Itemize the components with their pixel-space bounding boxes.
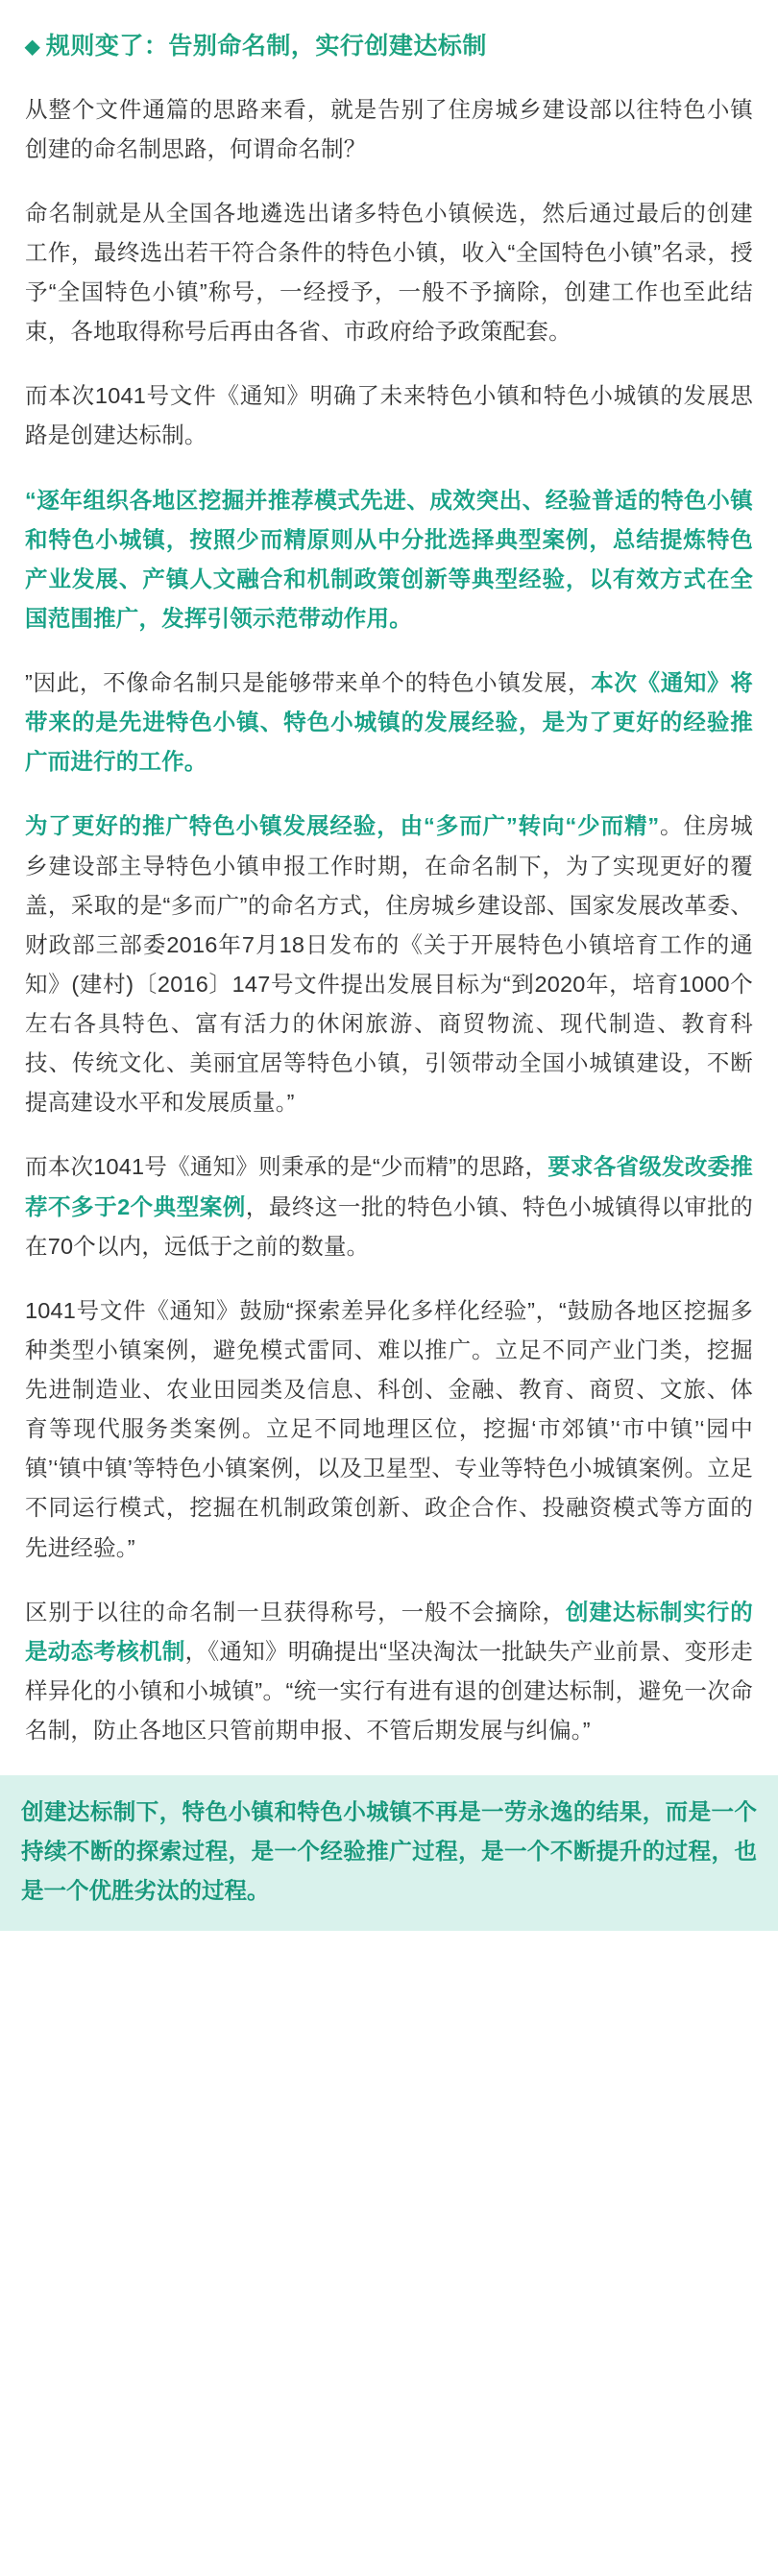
text-run: ，《通知》明确提出“坚决淘汰一批缺失产业前景、变形走样异化的小镇和小城镇”。“统一实行有进有退的创建达标制，避免一次命名制，防止各地区只管前期申报、不管后期发展与纠偏。” — [25, 1638, 753, 1743]
text-run-highlight: 本次《通知》将带来的是先进特色小镇、特色小城镇的发展经验，是为了更好的经验推广而进行的工作。 — [25, 670, 753, 775]
text-run: 而本次1041号文件《通知》明确了未来特色小镇和特色小城镇的发展思路是创建达标制。 — [25, 383, 753, 448]
text-run: 命名制就是从全国各地遴选出诸多特色小镇候选，然后通过最后的创建工作，最终选出若干符合条件的特色小镇，收入“全国特色小镇”名录，授予“全国特色小镇”称号，一经授予，一般不予摘除，创建工作也至此结束，各地取得称号后再由各省、市政府给予政策配套。 — [25, 200, 753, 345]
text-run: 。住房城乡建设部主导特色小镇申报工作时期，在命名制下，为了实现更好的覆盖，采取的是“多而广”的命名方式，住房城乡建设部、国家发展改革委、财政部三部委2016年7月18日发布的《关于开展特色小镇培育工作的通知》(建村)〔2016〕147号文件提出发展目标为“到2020年，培育1000个左右各具特色、富有活力的休闲旅游、商贸物流、现代制造、教育科技、传统文化、美丽宜居等特色小镇，引领带动全国小城镇建设，不断提高建设水平和发展质量。” — [25, 813, 753, 1116]
paragraph-7 — [25, 1147, 753, 1265]
paragraph-5 — [25, 663, 753, 782]
text-run-highlight: “逐年组织各地区挖掘并推荐模式先进、成效突出、经验普适的特色小镇和特色小城镇，按照少而精原则从中分批选择典型案例，总结提炼特色产业发展、产镇人文融合和机制政策创新等典型经验，以有效方式在全国范围推广，发挥引领示范带动作用。 — [25, 487, 753, 631]
banner-text: 创建达标制下，特色小镇和特色小城镇不再是一劳永逸的结果，而是一个持续不断的探索过程，是一个经验推广过程，是一个不断提升的过程，也是一个优胜劣汰的过程。 — [21, 1799, 757, 1904]
paragraph-8 — [25, 1291, 753, 1568]
page-title — [25, 29, 753, 65]
paragraph-9 — [25, 1593, 753, 1751]
quote-paragraph — [25, 481, 753, 639]
text-run-highlight: 要求各省级发改委推荐不多于2个典型案例 — [25, 1154, 753, 1219]
page-title-text: 规则变了：告别命名制，实行创建达标制 — [45, 33, 487, 60]
text-run: ”因此，不像命名制只是能够带来单个的特色小镇发展， — [25, 670, 592, 695]
text-run-highlight: 为了更好的推广特色小镇发展经验，由“多而广”转向“少而精” — [25, 813, 660, 839]
text-run: 从整个文件通篇的思路来看，就是告别了住房城乡建设部以往特色小镇创建的命名制思路，何谓命名制？ — [25, 96, 753, 161]
conclusion-banner — [0, 1775, 778, 1930]
diamond-bullet-icon: ◆ — [25, 36, 40, 59]
text-run-highlight: 创建达标制实行的是动态考核机制 — [25, 1599, 753, 1664]
paragraph-6 — [25, 807, 753, 1122]
text-run: ，最终这一批的特色小镇、特色小城镇得以审批的在70个以内，远低于之前的数量。 — [25, 1193, 753, 1259]
paragraph-3 — [25, 376, 753, 455]
paragraph-2 — [25, 194, 753, 352]
text-run: 1041号文件《通知》鼓励“探索差异化多样化经验”，“鼓励各地区挖掘多种类型小镇案例，避免模式雷同、难以推广。立足不同产业门类，挖掘先进制造业、农业田园类及信息、科创、金融、教育、商贸、文旅、体育等现代服务类案例。立足不同地理区位，挖掘‘市郊镇’‘市中镇’‘园中镇’‘镇中镇’等特色小镇案例，以及卫星型、专业等特色小城镇案例。立足不同运行模式，挖掘在机制政策创新、政企合作、投融资模式等方面的先进经验。” — [25, 1297, 753, 1560]
text-run: 区别于以往的命名制一旦获得称号，一般不会摘除， — [25, 1599, 566, 1625]
text-run: 而本次1041号《通知》则秉承的是“少而精”的思路， — [25, 1154, 548, 1180]
paragraph-1 — [25, 90, 753, 169]
